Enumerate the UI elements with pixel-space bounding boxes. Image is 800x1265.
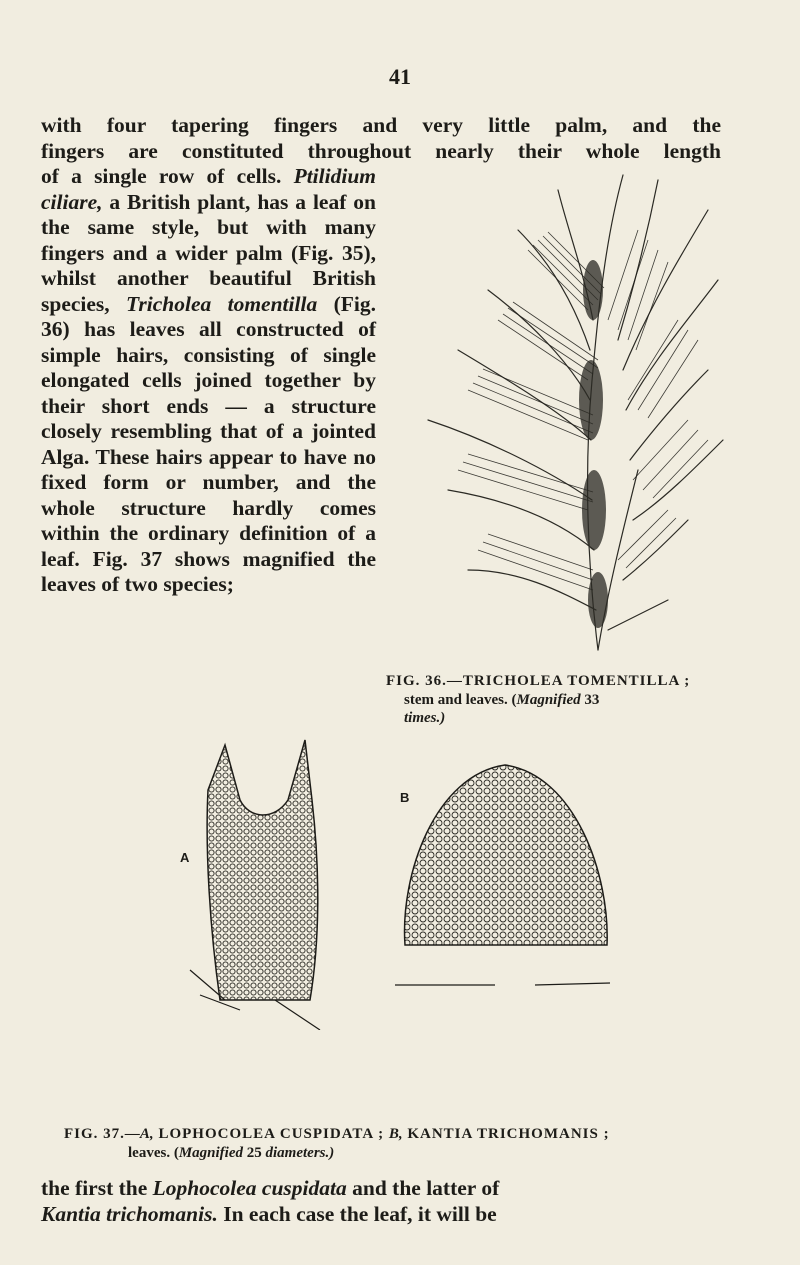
figure-37b-illustration xyxy=(395,755,620,995)
fig37-mag-num: 25 xyxy=(243,1145,266,1161)
figure-37a-illustration xyxy=(180,730,350,1030)
bottom-text-e: In each case the leaf, it will be xyxy=(217,1201,497,1226)
fig36-label: FIG. 36. xyxy=(386,673,447,689)
top-line-1: with four tapering fingers and very little palm, and the xyxy=(41,113,721,137)
page-number: 41 xyxy=(389,64,411,89)
fig37-desc: leaves. ( xyxy=(128,1145,179,1161)
paragraph-bottom xyxy=(41,1176,721,1227)
species-tricholea: Tricholea tomentilla xyxy=(126,291,318,316)
left-text-a: of a single row of cells. xyxy=(41,164,282,188)
fig37-b-letter: B, xyxy=(388,1126,403,1142)
fig36-mag-num: 33 xyxy=(580,691,600,708)
tricholea-engraving xyxy=(408,170,728,670)
fig36-mag: Magnified xyxy=(516,691,581,708)
fig37-letter-b: B xyxy=(400,790,410,805)
fig36-title: —TRICHOLEA TOMENTILLA ; xyxy=(446,673,691,689)
bottom-text-a: the first the xyxy=(41,1176,153,1200)
fig37-a-name: LOPHOCOLEA CUSPIDATA ; xyxy=(153,1126,389,1142)
paragraph-left-column xyxy=(41,164,376,598)
fig37-b-name: KANTIA TRICHOMANIS ; xyxy=(402,1126,610,1142)
fig37-label: FIG. 37. xyxy=(64,1126,125,1142)
species-ptilidium: Ptilidium ciliare, xyxy=(41,164,376,214)
species-lophocolea: Lophocolea cuspidata xyxy=(152,1176,347,1200)
fig37-mag: Magnified xyxy=(178,1145,243,1161)
left-text-e: (Fig. 36) has leaves all constructed of simple hairs, consisting of single elongated cells joined together by their short ends — a structure closely resembling that of a jointed Alga. These hairs appear to have no fixed form or number, and the whole structure hardly comes within the ordinary definition of a leaf. Fig. 37 shows magnified the leaves of two species; xyxy=(41,291,376,596)
top-line-2: fingers are constituted throughout nearly their whole length xyxy=(41,138,721,163)
fig37-a-letter: —A, xyxy=(124,1126,154,1142)
kantia-leaf-engraving xyxy=(395,755,620,995)
figure-36-caption xyxy=(386,672,756,728)
bottom-text-c: and the latter of xyxy=(346,1176,500,1200)
figure-37-caption xyxy=(64,1125,744,1163)
fig36-desc: stem and leaves. ( xyxy=(404,691,517,708)
paragraph-top xyxy=(41,113,721,164)
fig37-diam: diameters.) xyxy=(265,1145,335,1161)
fig36-times: times.) xyxy=(404,710,446,726)
species-kantia: Kantia trichomanis. xyxy=(41,1201,218,1226)
fig37-letter-a: A xyxy=(180,850,190,865)
left-text-c: a British plant, has a leaf on the same style, but with many fingers and a wider palm (Fig. 35), whilst another beautiful British species, xyxy=(41,189,376,316)
lophocolea-leaf-engraving xyxy=(180,730,350,1030)
figure-36-illustration xyxy=(408,170,728,670)
